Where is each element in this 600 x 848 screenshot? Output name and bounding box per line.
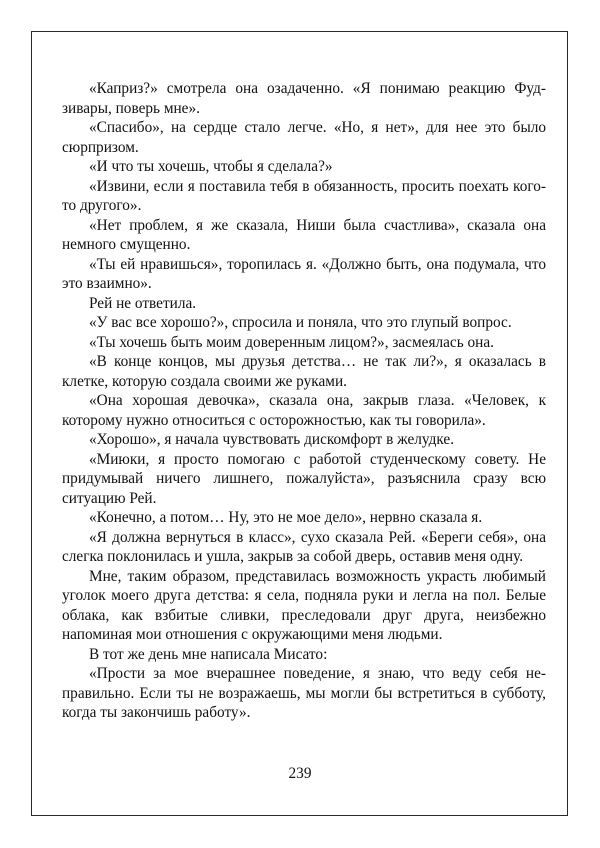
- paragraph: «Я должна вернуться в класс», сухо сказала Рей. «Береги себя», она слегка поклонилась и ушла, закрыв за собой дверь, оставив меня одну.: [62, 528, 546, 565]
- paragraph: «Прости за мое вчерашнее поведение, я знаю, что веду себя неправильно. Если ты не возражаешь, мы могли бы встретиться в субботу, когда ты закончишь работу».: [62, 665, 546, 721]
- paragraph: «Она хорошая девочка», сказала она, закрыв глаза. «Человек, к которому нужно относиться с осторожностью, как ты говорила».: [62, 392, 546, 429]
- paragraph: Рей не ответила.: [89, 294, 197, 312]
- paragraph: «Ты хочешь быть моим доверенным лицом?», засмеялась она.: [89, 333, 494, 351]
- paragraph: «Ты ей нравишься», торопилась я. «Должно быть, она подумала, что это взаимно».: [62, 255, 546, 292]
- paragraph: «У вас все хорошо?», спросила и поняла, что это глупый вопрос.: [89, 314, 512, 331]
- paragraph: «Конечно, а потом… Ну, это не мое дело», нервно сказала я.: [89, 509, 483, 526]
- page-number: 239: [288, 765, 312, 782]
- paragraph: «Миюки, я просто помогаю с работой студенческому совету. Не придумывай ничего лишнего, пожалуйста», разъяснила сразу всю ситуацию Рей.: [62, 450, 546, 507]
- paragraph: «Спасибо», на сердце стало легче. «Но, я нет», для нее это было сюрпризом.: [62, 119, 546, 156]
- body-text: [62, 79, 546, 723]
- paragraph: «Каприз?» смотрела она озадаченно. «Я понимаю реакцию Фудзивары, поверь мне».: [62, 80, 546, 117]
- paragraph: «Нет проблем, я же сказала, Ниши была счастлива», сказала она немного смущенно.: [62, 216, 546, 253]
- paragraph: Мне, таким образом, представилась возможность украсть любимый уголок моего друга детства: я села, подняла руки и легла на пол. Белые облака, как взбитые сливки, преследовали друг друга, неизбежно напоминая мои отношения с окружающими меня людьми.: [62, 567, 546, 643]
- paragraph: «Извини, если я поставила тебя в обязанность, просить поехать кого-то другого».: [62, 177, 546, 214]
- paragraph: В тот же день мне написала Мисато:: [89, 645, 328, 663]
- paragraph: «И что ты хочешь, чтобы я сделала?»: [89, 158, 333, 175]
- paragraph: «Хорошо», я начала чувствовать дискомфорт в желудке.: [89, 431, 455, 448]
- paragraph: «В конце концов, мы друзья детства… не так ли?», я оказалась в клетке, которую создала своими же руками.: [62, 353, 546, 390]
